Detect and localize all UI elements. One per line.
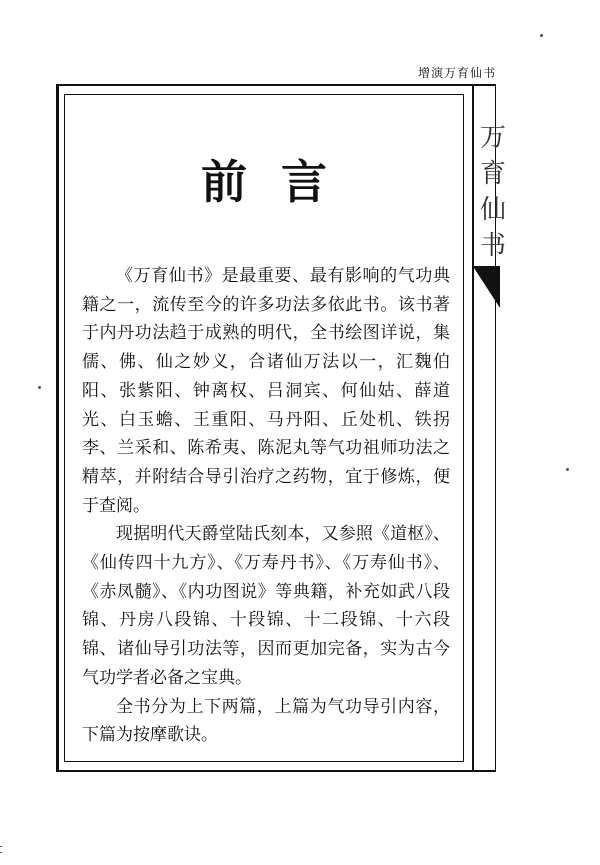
paragraph-2: 现据明代天爵堂陆氏刻本，又参照《道枢》、《仙传四十九方》、《万寿丹书》、《万寿仙书》、《赤凤髓》、《内功图说》等典籍，补充如武八段锦、丹房八段锦、十段锦、十二段锦、十六段锦、诸仙导引功法等，因而更加完备，实为古今气功学者必备之宝典。 bbox=[82, 524, 450, 688]
paragraph-3: 全书分为上下两篇，上篇为气功导引内容，下篇为按摩歌诀。 bbox=[82, 696, 450, 746]
preface-body bbox=[82, 262, 450, 750]
scan-edge-mark bbox=[0, 846, 2, 847]
scan-speck bbox=[566, 468, 569, 471]
side-wedge-ornament bbox=[474, 268, 500, 308]
running-header: 增演万育仙书 bbox=[417, 66, 496, 80]
paragraph-1: 《万育仙书》是最重要、最有影响的气功典籍之一，流传至今的许多功法多依此书。该书著于内丹功法趋于成熟的明代，全书绘图详说，集儒、佛、仙之妙义，合诸仙万法以一，汇魏伯阳、张紫阳、钟离权、吕洞宾、何仙姑、薛道光、白玉蟾、王重阳、马丹阳、丘处机、铁拐李、兰采和、陈希夷、陈泥丸等气功祖师功法之精萃，并附结合导引治疗之药物，宜于修炼，便于查阅。 bbox=[82, 266, 450, 516]
scan-speck bbox=[540, 34, 543, 37]
page-title: 前言 bbox=[201, 155, 361, 209]
scan-speck bbox=[38, 386, 41, 389]
footer-rule bbox=[56, 770, 496, 772]
side-vertical-title: 万育仙书 bbox=[480, 123, 507, 261]
scan-edge-mark bbox=[0, 852, 2, 853]
